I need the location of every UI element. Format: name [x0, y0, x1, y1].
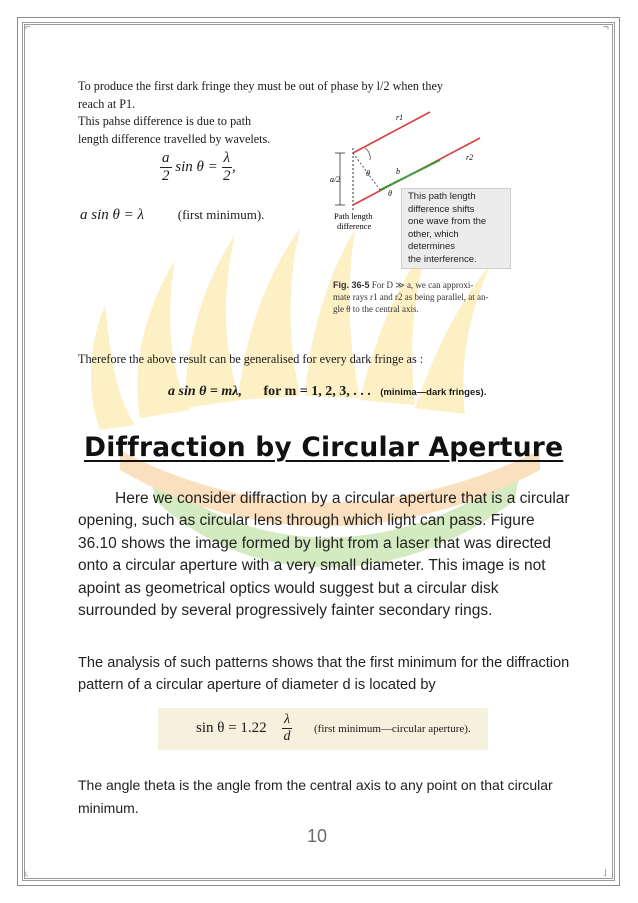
corner-ornament: ˪ [25, 868, 29, 879]
fraction-denominator: 2 [223, 168, 231, 184]
equation-half-aperture: $\frac{a}{2}$ sin θ = $\frac{\lambda}{2}$ , [162, 150, 236, 184]
figure-caption [333, 279, 503, 315]
intro-line: length difference travelled by wavelets. [78, 131, 271, 146]
fraction-denominator: 2 [162, 168, 170, 184]
analysis-paragraph: The analysis of such patterns shows that the first minimum for the diffraction pattern of a circular aperture of diameter d is located by [78, 655, 570, 693]
equation-part: sin θ = 1.22 [196, 720, 267, 736]
fraction-numerator: a [162, 150, 170, 166]
circular-aperture-paragraph: Here we consider diffraction by a circular aperture that is a circular opening, such as circular lens through which light can pass. Figure 36.10 shows the image formed by light from a laser that was directed onto a circular aperture with a very small diameter. This image is not apoint as geometrical optics would suggest but a circular disk surrounded by several progressively fainter secondary rings. [78, 490, 570, 620]
equation-note: (first minimum—circular aperture). [314, 723, 471, 735]
label-theta: θ [388, 189, 392, 198]
label-a-half: a/2 [330, 175, 341, 184]
intro-line: To produce the first dark fringe they must be out of phase by l/2 when they [78, 79, 444, 93]
corner-ornament: ⌐ [25, 22, 31, 33]
figure-note-box [401, 188, 511, 269]
ray-label-r1: r1 [396, 113, 404, 122]
circular-aperture-equation [158, 708, 488, 750]
angle-paragraph: The angle theta is the angle from the central axis to any point on that circular minimum. [78, 777, 553, 816]
equation-part: a sin θ = λ [80, 207, 144, 223]
equation-fraction [282, 712, 292, 745]
note-line: difference shifts [408, 203, 475, 215]
ray-r1 [353, 112, 430, 153]
general-intro-text: Therefore the above result can be generalised for every dark fringe as : [78, 352, 424, 366]
fraction-numerator: λ [223, 150, 230, 166]
caption-label: Fig. 36-5 [333, 280, 370, 290]
intro-line: reach at P1. [78, 96, 136, 111]
label-path-length: Path length [334, 211, 373, 221]
note-line: determines [408, 241, 455, 252]
corner-ornament: ¬ [603, 22, 609, 33]
half-aperture-equations [80, 150, 320, 230]
caption-line: For D ≫ a, we can approxi- [371, 280, 474, 290]
equation-part: sin θ = [175, 159, 218, 175]
note-line: the interference. [408, 253, 477, 265]
label-difference: difference [337, 221, 372, 231]
path-length-segment [380, 160, 440, 190]
equation-note: (minima—dark fringes). [380, 387, 487, 398]
fraction-denominator: d [283, 729, 291, 744]
equation-first-minimum [80, 207, 264, 224]
equation-part: for m = 1, 2, 3, . . . [263, 384, 371, 399]
label-theta: θ [366, 169, 370, 178]
ray-label-r2: r2 [466, 153, 474, 162]
caption-line: gle θ to the central axis. [333, 304, 419, 314]
page-number: 10 [307, 826, 328, 846]
note-line: other, which [408, 228, 459, 240]
fraction-numerator: λ [284, 712, 291, 727]
equation-minima [168, 384, 528, 406]
label-b: b [396, 167, 400, 176]
note-line: This path length [408, 191, 476, 202]
equation-note: (first minimum). [177, 207, 265, 222]
caption-line: mate rays r1 and r2 as being parallel, at an- [333, 292, 489, 302]
note-line: one wave from the [408, 216, 487, 227]
intro-line: This pahse difference is due to path [78, 114, 252, 128]
section-heading: Diffraction by Circular Aperture [84, 432, 564, 463]
corner-ornament: ˩ [603, 868, 607, 879]
equation-part: a sin θ = mλ, [168, 384, 242, 399]
